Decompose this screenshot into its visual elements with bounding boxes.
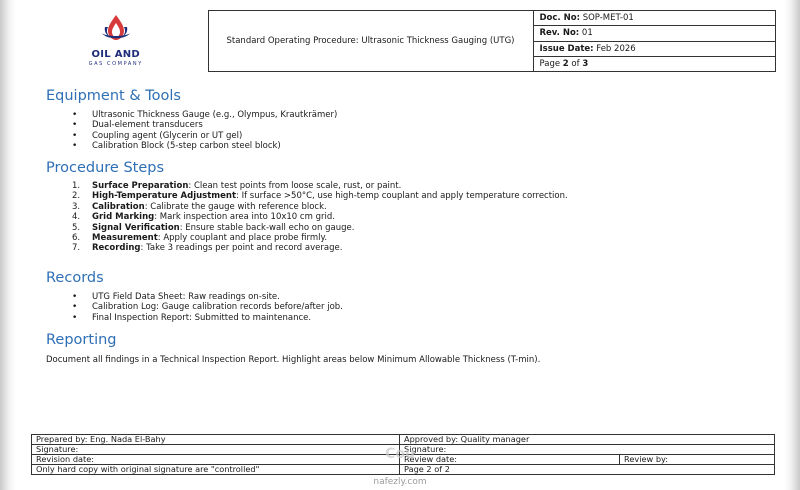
- list-item: • UTG Field Data Sheet: Raw readings on-site.: [72, 292, 343, 302]
- reporting-text: Document all findings in a Technical Inspection Report. Highlight areas below Minimum Allowable Thickness (T-min).: [46, 355, 541, 365]
- document-header: [24, 10, 776, 72]
- flame-drop-icon: [99, 13, 133, 43]
- page-shadow-right: [784, 0, 800, 490]
- page-shadow-left: [0, 0, 16, 490]
- watermark-site: nafezly.com: [373, 477, 427, 487]
- procedure-step: 4. Grid Marking: Mark inspection area into 10x10 cm grid.: [72, 212, 335, 223]
- list-item: • Ultrasonic Thickness Gauge (e.g., Olympus, Krautkrämer): [72, 110, 337, 120]
- procedure-step: 5. Signal Verification: Ensure stable back-wall echo on gauge.: [72, 222, 355, 233]
- heading-records: Records: [46, 270, 104, 286]
- signature-left: Signature:: [32, 445, 400, 455]
- doc-number: Doc. No: SOP-MET-01: [533, 11, 776, 26]
- footer-page-info: Page 2 of 2: [400, 465, 775, 475]
- procedure-step: 7. Recording: Take 3 readings per point and record average.: [72, 243, 343, 254]
- procedure-step: 3. Calibration: Calibrate the gauge with reference block.: [72, 201, 327, 212]
- issue-date: Issue Date: Feb 2026: [533, 41, 776, 56]
- signature-right: Signature:: [400, 445, 775, 455]
- approved-by: Approved by: Quality manager: [400, 435, 775, 445]
- heading-equipment: Equipment & Tools: [46, 88, 181, 104]
- heading-procedure: Procedure Steps: [46, 160, 165, 176]
- records-list: [72, 292, 343, 323]
- page-number: Page 2 of 3: [533, 56, 776, 71]
- procedure-step: 1. Surface Preparation: Clean test points from loose scale, rust, or paint.: [72, 181, 402, 191]
- procedure-step: 2. High-Temperature Adjustment: If surface >50°C, use high-temp couplant and apply temperature correction.: [72, 191, 568, 202]
- hard-copy-note: Only hard copy with original signature are "controlled": [32, 465, 400, 475]
- watermark-mark: Cou: [385, 446, 415, 462]
- review-by: Review by:: [620, 455, 775, 465]
- heading-reporting: Reporting: [46, 332, 117, 348]
- list-item: • Final Inspection Report: Submitted to maintenance.: [72, 313, 343, 323]
- list-item: • Coupling agent (Glycerin or UT gel): [72, 131, 337, 141]
- logo-subtext: GAS COMPANY: [88, 61, 143, 67]
- logo-text: OIL AND: [91, 49, 141, 60]
- revision-number: Rev. No: 01: [533, 26, 776, 41]
- procedure-step: 6. Measurement: Apply couplant and place probe firmly.: [72, 233, 328, 244]
- document-title: Standard Operating Procedure: Ultrasonic Thickness Gauging (UTG): [208, 11, 533, 72]
- procedure-steps: [72, 181, 722, 254]
- company-logo: [51, 11, 181, 69]
- list-item: • Dual-element transducers: [72, 120, 337, 130]
- prepared-by: Prepared by: Eng. Nada El-Bahy: [32, 435, 400, 445]
- review-date: Review date:: [400, 455, 620, 465]
- list-item: • Calibration Log: Gauge calibration records before/after job.: [72, 302, 343, 312]
- logo-cell: [24, 11, 208, 72]
- revision-date: Revision date:: [32, 455, 400, 465]
- equipment-list: [72, 110, 337, 152]
- list-item: • Calibration Block (5-step carbon steel block): [72, 141, 337, 151]
